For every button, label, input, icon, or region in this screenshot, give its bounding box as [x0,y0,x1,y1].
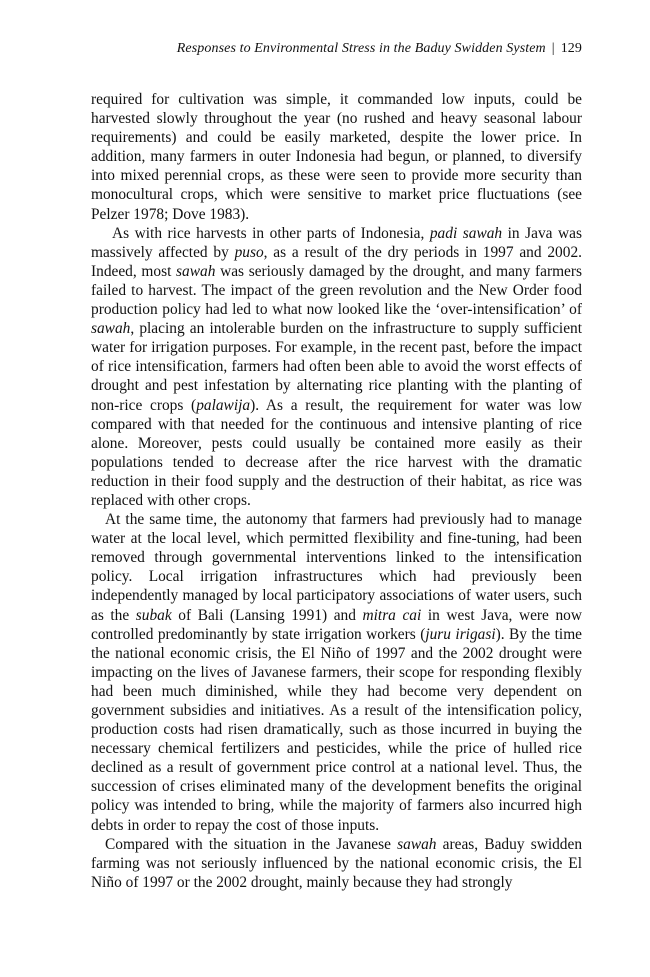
italic-term: subak [135,606,172,624]
paragraph [91,835,582,892]
text-run: in Java was massively affected by [91,224,582,261]
text-run: ). By the time the national economic crisis, the El Niño of 1997 and the 2002 drought were impacting on the lives of Javanese farmers, their scope for responding flexibly had been much diminished, while they had become very dependent on government subsidies and initiatives. As a result of the intensification policy, production costs had risen dramatically, such as those incurred in buying the necessary chemical fertilizers and pesticides, while the price of hulled rice declined as a result of government price control at a national level. Thus, the succession of crises eliminated many of the development benefits the original policy was intended to bring, while the majority of farmers also incurred high debts in order to repay the cost of those inputs. [91,625,583,834]
text-run: As with rice harvests in other parts of Indonesia, [112,224,430,242]
text-run: , as a result of the dry periods in 1997 and 2002. Indeed, most [91,243,582,280]
text-run: , placing an intolerable burden on the infrastructure to supply sufficient water for irrigation purposes. For example, in the recent past, before the impact of rice intensification, farmers had often been able to avoid the worst effects of drought and pest infestation by alternating rice planting with the planting of non-rice crops ( [91,320,582,414]
italic-term: sawah [176,262,216,280]
italic-term: padi sawah [429,224,503,242]
paragraph [91,510,582,835]
italic-term: palawija [196,396,251,414]
italic-term: sawah [397,835,437,853]
text-run: areas, Baduy swidden farming was not seriously influenced by the national economic crisis, the El Niño of 1997 or the 2002 drought, mainly because they had strongly [91,835,583,891]
text-run: At the same time, the autonomy that farmers had previously had to manage water at the local level, which permitted flexibility and fine-tuning, had been removed through governmental interventions linked to the intensification policy. Local irrigation infrastructures which had previously been independently managed by local participatory associations of water users, such as the [91,511,582,624]
italic-term: sawah [91,320,131,338]
running-head-separator: | [551,41,555,56]
page-number: 129 [560,41,582,56]
text-run: ). As a result, the requirement for water was low compared with that needed for the continuous and intensive planting of rice alone. Moreover, pests could usually be contained more easily as their populations tended to decrease after the rice harvest with the dramatic reduction in their food supply and the destruction of their habitat, as rice was replaced with other crops. [91,396,582,509]
paragraph [91,90,582,224]
body-text [91,90,582,892]
italic-term: puso [234,243,264,261]
running-head [88,41,582,57]
text-run: was seriously damaged by the drought, and many farmers failed to harvest. The impact of the green revolution and the New Order food production policy had led to what now looked like the ‘over-intensification’ of [91,262,582,319]
italic-term: mitra cai [362,606,422,624]
text-run: in west Java, were now controlled predominantly by state irrigation workers ( [91,606,582,643]
paragraph [91,224,582,510]
text-run: required for cultivation was simple, it commanded low inputs, could be harvested slowly throughout the year (no rushed and heavy seasonal labour requirements) and could be easily marketed, despite the lower price. In addition, many farmers in outer Indonesia had begun, or planned, to diversify into mixed perennial crops, as these were seen to provide more security than monocultural crops, which were sensitive to market price fluctuations (see Pelzer 1978; Dove 1983). [91,91,582,223]
italic-term: juru irigasi [425,625,496,643]
text-run: of Bali (Lansing 1991) and [171,606,363,624]
text-run: Compared with the situation in the Javanese [105,835,398,853]
running-head-title: Responses to Environmental Stress in the Baduy Swidden System [176,41,546,56]
